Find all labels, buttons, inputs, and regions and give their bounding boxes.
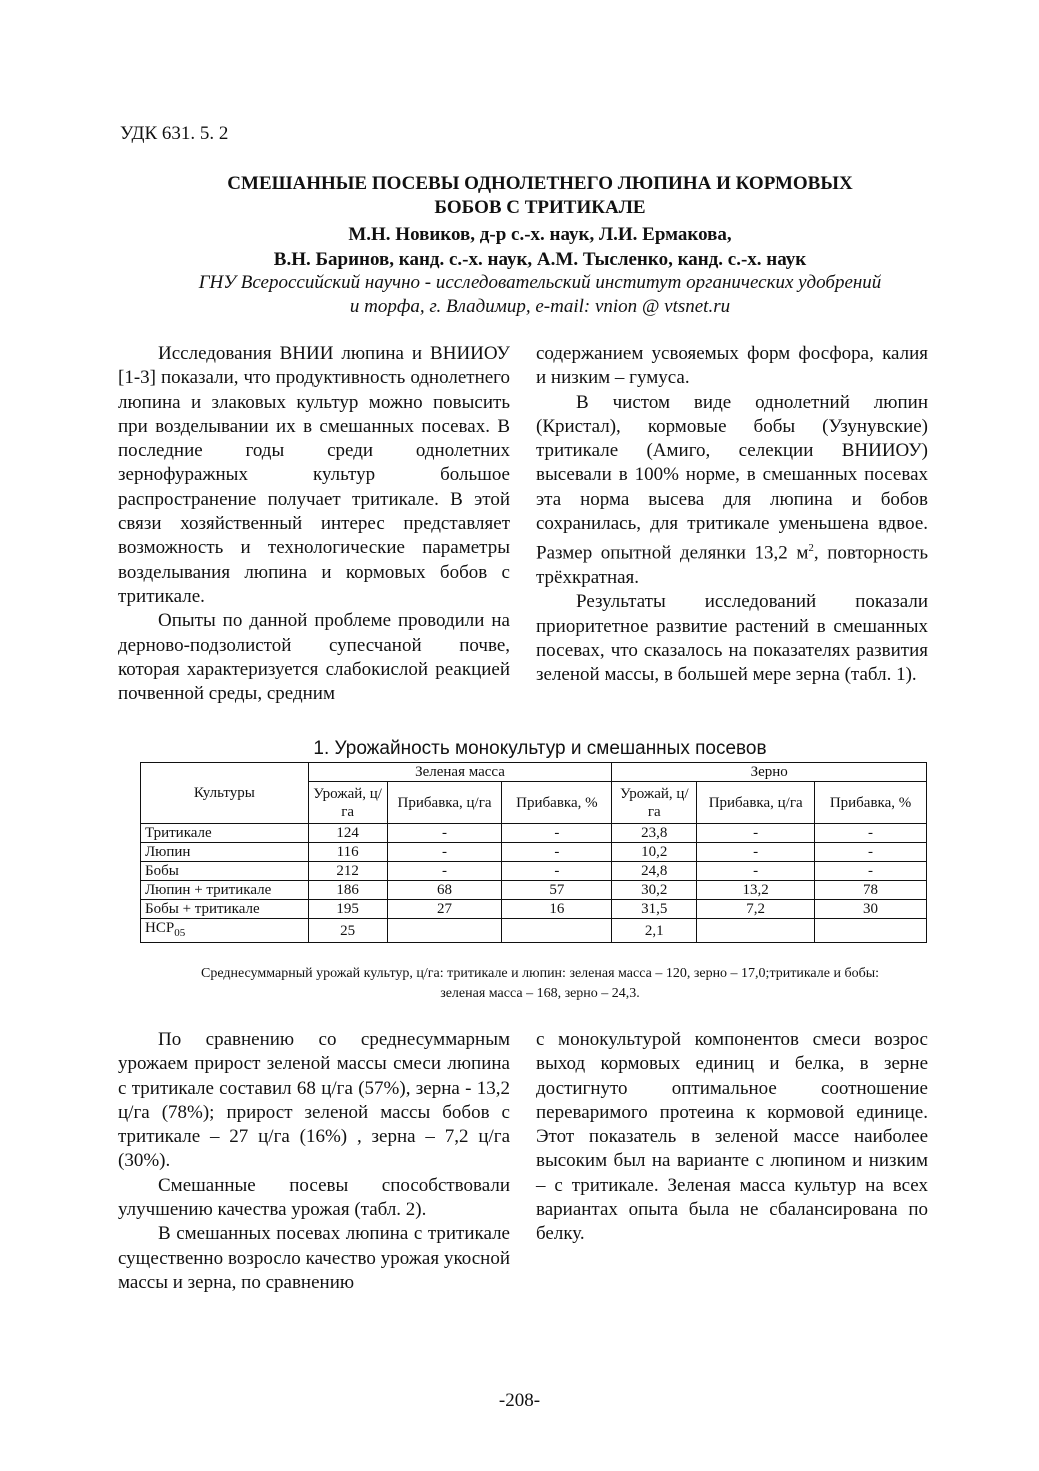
cell: 24,8 (612, 862, 697, 881)
cell: 27 (387, 900, 502, 919)
row-label: Люпин (141, 843, 309, 862)
cell: 31,5 (612, 900, 697, 919)
right-column-top (536, 342, 928, 687)
cell: - (697, 824, 815, 843)
row-label: Тритикале (141, 824, 309, 843)
table-note-line-1: Среднесуммарный урожай культур, ц/га: тритикале и люпин: зеленая масса – 120, зерно – 17,0;тритикале и бобы: (200, 966, 879, 981)
paragraph-9: с монокультурой компонентов смеси возрос выход кормовых единиц и белка, в зерне достигнуто оптимальное соотношение переваримого протеина к кормовой единице. Этот показатель в зеленой массе наиболее высоким был на варианте с люпином и низким – с тритикале. Зеленая масса культур на всех вариантах опыта была не сбалансирована по белку. (536, 1029, 928, 1245)
row-label: Люпин + тритикале (141, 881, 309, 900)
paragraph-7: Смешанные посевы способствовали улучшению качества урожая (табл. 2). (118, 1174, 510, 1221)
cell-empty (815, 919, 927, 943)
paragraph-4-text: В чистом виде однолетний люпин (Кристал), кормовые бобы (Узунувские) тритикале (Амиго, селекции ВНИИОУ) высевали в 100% норме, в смешанных посевах эта норма высева для люпина и бобов сохранилась, для тритикале уменьшена вдвое. Размер опытной делянки 13,2 м (536, 391, 928, 564)
title-line-1: СМЕШАННЫЕ ПОСЕВЫ ОДНОЛЕТНЕГО ЛЮПИНА И КОРМОВЫХ (227, 173, 853, 194)
affiliation-line-1: ГНУ Всероссийский научно - исследовательский институт органических удобрений (198, 272, 882, 293)
udk-code: УДК 631. 5. 2 (120, 123, 229, 144)
subheader: Прибавка, ц/га (697, 782, 815, 824)
cell: 30 (815, 900, 927, 919)
cell: 7,2 (697, 900, 815, 919)
table-note (140, 964, 940, 1004)
paragraph-4 (536, 391, 928, 591)
cell-empty (502, 919, 612, 943)
cell: - (387, 862, 502, 881)
cell: - (697, 862, 815, 881)
cell: 78 (815, 881, 927, 900)
cell: 25 (308, 919, 387, 943)
cell: - (815, 862, 927, 881)
table-caption: 1. Урожайность монокультур и смешанных посевов (313, 738, 767, 759)
subheader: Урожай, ц/га (308, 782, 387, 824)
subheader: Прибавка, ц/га (387, 782, 502, 824)
cell: 57 (502, 881, 612, 900)
paragraph-5: Результаты исследований показали приоритетное развитие растений в смешанных посевах, что сказалось на показателях развития зеленой массы, в большей мере зерна (табл. 1). (536, 591, 928, 686)
authors-line-2: В.Н. Баринов, канд. с.-х. наук, А.М. Тысленко, канд. с.-х. наук (273, 249, 807, 270)
subheader: Урожай, ц/га (612, 782, 697, 824)
authors-line-1: М.Н. Новиков, д-р с.-х. наук, Л.И. Ермакова, (348, 224, 732, 245)
title-line-2: БОБОВ С ТРИТИКАЛЕ (434, 197, 646, 218)
header-crops: Культуры (141, 763, 309, 824)
affiliation (120, 271, 960, 319)
paragraph-3: содержанием усвояемых форм фосфора, калия и низким – гумуса. (536, 343, 928, 389)
cell: - (502, 843, 612, 862)
cell: 13,2 (697, 881, 815, 900)
cell: 10,2 (612, 843, 697, 862)
table-row (141, 824, 927, 843)
cell: 23,8 (612, 824, 697, 843)
table-row-hcp (141, 919, 927, 943)
cell: - (697, 843, 815, 862)
authors (140, 222, 940, 272)
cell: 68 (387, 881, 502, 900)
cell: - (815, 843, 927, 862)
header-green-mass: Зеленая масса (308, 763, 612, 782)
cell: - (387, 824, 502, 843)
paragraph-4-end: , повторность трёхкратная. (536, 542, 928, 588)
yield-table (140, 762, 927, 943)
table-row (141, 900, 927, 919)
paragraph-6: По сравнению со среднесуммарным урожаем прирост зеленой массы смеси люпина с тритикале составил 68 ц/га (57%), зерна - 13,2 ц/га (78%); прирост зеленой массы бобов с тритикале – 27 ц/га (16%) , зерна – 7,2 ц/га (30%). (118, 1029, 510, 1172)
affiliation-line-2: и торфа, г. Владимир, e-mail: vnion @ vtsnet.ru (349, 296, 731, 317)
article-title (140, 172, 940, 220)
table-row (141, 843, 927, 862)
row-label: Бобы + тритикале (141, 900, 309, 919)
cell: 2,1 (612, 919, 697, 943)
cell: 212 (308, 862, 387, 881)
hcp-subscript: 05 (174, 927, 186, 939)
cell: 195 (308, 900, 387, 919)
cell: - (815, 824, 927, 843)
right-column-bottom (536, 1028, 928, 1247)
cell-empty (387, 919, 502, 943)
row-label-hcp (141, 919, 309, 943)
cell: 124 (308, 824, 387, 843)
cell: 16 (502, 900, 612, 919)
cell: 186 (308, 881, 387, 900)
header-grain: Зерно (612, 763, 927, 782)
cell: - (387, 843, 502, 862)
cell: - (502, 824, 612, 843)
table-row (141, 862, 927, 881)
subheader: Прибавка, % (815, 782, 927, 824)
subheader: Прибавка, % (502, 782, 612, 824)
paragraph-8: В смешанных посевах люпина с тритикале существенно возросло качество урожая укосной массы и зерна, по сравнению (118, 1223, 510, 1293)
hcp-label: НСР (145, 920, 175, 936)
row-label: Бобы (141, 862, 309, 881)
left-column-bottom (118, 1028, 510, 1295)
cell-empty (697, 919, 815, 943)
left-column-top (118, 342, 510, 706)
paragraph-1: Исследования ВНИИ люпина и ВНИИОУ [1-3] показали, что продуктивность однолетнего люпина и злаковых культур можно повысить при возделывании их в смешанных посевах. В последние годы среди однолетних зернофуражных культур большое распространение получает тритикале. В этой связи хозяйственный интерес представляет возможность и технологические параметры возделывания люпина и кормовых бобов с тритикале. (118, 343, 510, 607)
cell: 30,2 (612, 881, 697, 900)
cell: - (502, 862, 612, 881)
table-note-line-2: зеленая масса – 168, зерно – 24,3. (440, 986, 640, 1001)
table-row (141, 881, 927, 900)
page-number: -208- (498, 1390, 541, 1411)
paragraph-4-sup: 2 (808, 542, 814, 555)
paragraph-2: Опыты по данной проблеме проводили на дерново-подзолистой супесчаной почве, которая характеризуется слабокислой реакцией почвенной среды, средним (118, 610, 510, 705)
cell: 116 (308, 843, 387, 862)
